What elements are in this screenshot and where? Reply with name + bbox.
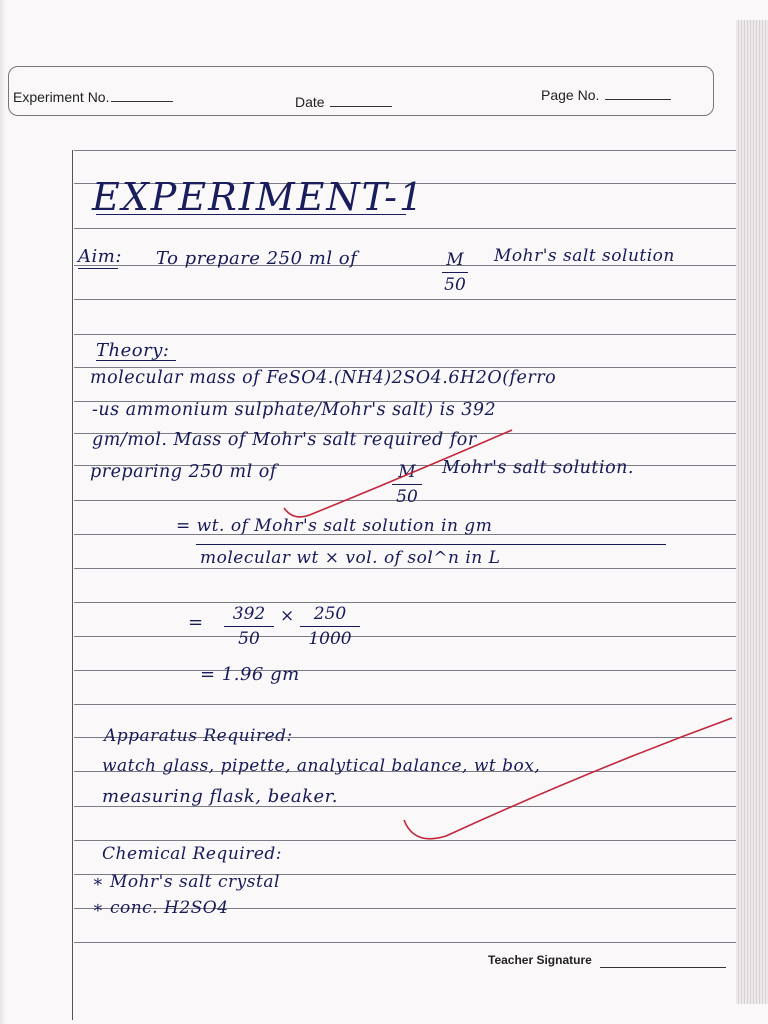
page-title: EXPERIMENT-1 — [92, 175, 426, 219]
chemicals-label: Chemical Required: — [102, 844, 282, 864]
apparatus-line-2: measuring flask, beaker. — [102, 786, 339, 807]
theory-line-1: molecular mass of FeSO4.(NH4)2SO4.6H2O(ferro — [90, 368, 557, 388]
apparatus-label: Apparatus Required: — [104, 726, 293, 746]
red-tick-mark — [404, 718, 732, 839]
red-tick-mark — [284, 430, 512, 517]
formula-3: = 1.96 gm — [200, 664, 300, 685]
experiment-no-label: Experiment No. — [13, 89, 110, 105]
formula-2-a-denominator: 50 — [238, 629, 260, 649]
aim-fraction-numerator: M — [446, 250, 464, 270]
formula-1-numerator: = wt. of Mohr's salt solution in gm — [176, 516, 493, 536]
formula-2-a-numerator: 392 — [232, 604, 266, 624]
theory-label: Theory: — [96, 340, 170, 361]
theory-line-3: gm/mol. Mass of Mohr's salt required for — [92, 430, 477, 450]
aim-fraction-denominator: 50 — [444, 275, 466, 295]
aim-text-after: Mohr's salt solution — [494, 246, 675, 266]
formula-2-times: × — [280, 606, 295, 626]
theory-line-2: -us ammonium sulphate/Mohr's salt) is 392 — [92, 400, 497, 420]
formula-2-b-numerator: 250 — [313, 604, 347, 624]
page-no-label: Page No. — [541, 87, 600, 103]
theory-fraction-denominator: 50 — [396, 487, 418, 507]
aim-label: Aim: — [78, 246, 122, 267]
date-label: Date — [295, 94, 325, 110]
apparatus-line-1: watch glass, pipette, analytical balance, wt box, — [102, 756, 541, 776]
formula-1-denominator: molecular wt × vol. of sol^n in L — [200, 548, 501, 568]
chemical-item-1: ∗ Mohr's salt crystal — [92, 872, 280, 892]
aim-text: To prepare 250 ml of — [156, 248, 358, 269]
theory-line-4-end: Mohr's salt solution. — [442, 458, 634, 478]
chemical-item-2: ∗ conc. H2SO4 — [92, 898, 229, 918]
theory-line-4: preparing 250 ml of — [90, 462, 277, 482]
formula-2-b-denominator: 1000 — [308, 629, 352, 649]
theory-fraction-numerator: M — [398, 462, 416, 482]
teacher-signature-label: Teacher Signature — [488, 953, 592, 967]
formula-2-equals: = — [188, 612, 204, 633]
